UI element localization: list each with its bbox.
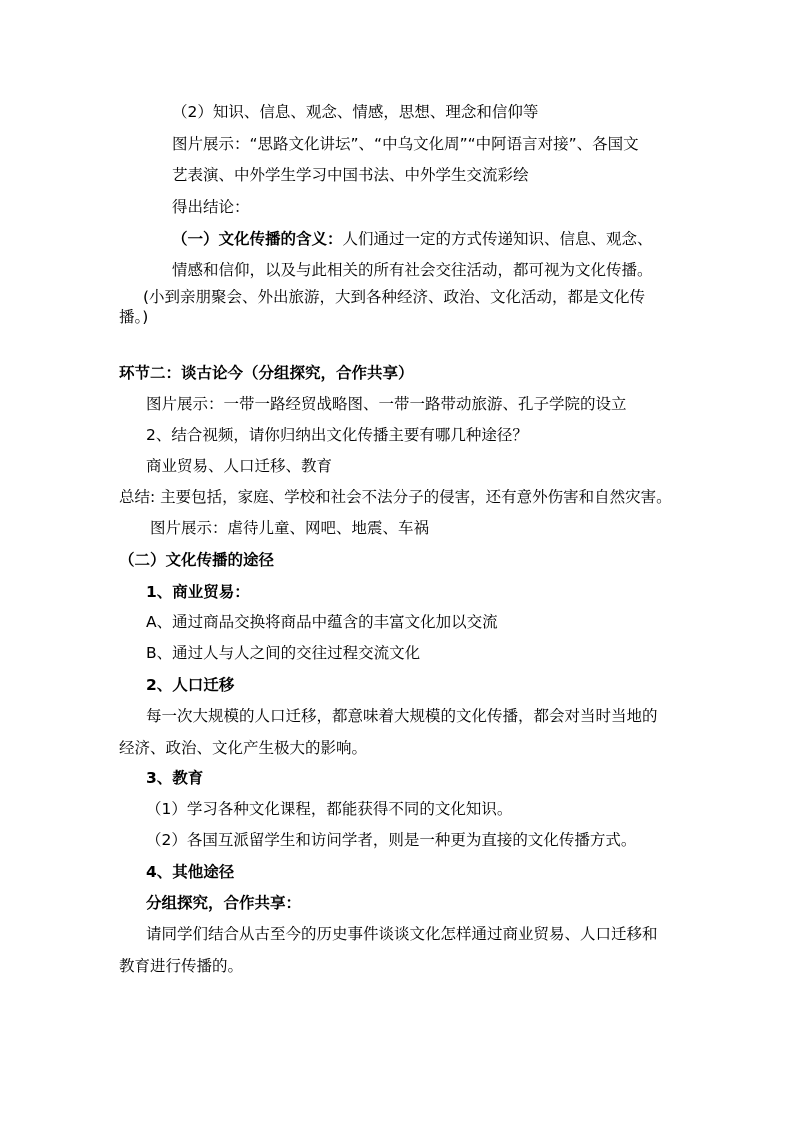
education-point-1: （1）学习各种文化课程，都能获得不同的文化知识。 [146,800,513,818]
other-ways-heading: 4、其他途径 [146,863,235,881]
education-heading: 3、教育 [146,769,204,787]
conclusion-label: 得出结论： [172,198,250,216]
picture-display-belt-road: 图片展示：一带一路经贸战略图、一带一路带动旅游、孔子学院的设立 [146,395,627,413]
migration-heading: 2、人口迁移 [146,676,235,694]
video-question: 2、结合视频，请你归纳出文化传播主要有哪几种途径？ [146,426,528,444]
knowledge-list-line: （2）知识、信息、观念、情感，思想、理念和信仰等 [172,103,539,121]
answer-ways: 商业贸易、人口迁移、教育 [146,457,333,475]
definition-heading: （一）文化传播的含义： [172,230,343,248]
ways-heading: （二）文化传播的途径 [119,551,275,569]
education-point-2: （2）各国互派留学生和访问学者，则是一种更为直接的文化传播方式。 [146,831,637,849]
migration-text-line-2: 经济、政治、文化产生极大的影响。 [119,739,368,757]
picture-display-line-2: 艺表演、中外学生学习中国书法、中外学生交流彩绘 [172,166,529,184]
picture-display-dangers: 图片展示：虐待儿童、网吧、地震、车祸 [150,519,430,537]
definition-text: 人们通过一定的方式传递知识、信息、观念、 [342,230,653,248]
example-note-line-2: 播。) [119,308,149,326]
definition-line-1 [172,228,653,250]
trade-heading: 1、商业贸易： [146,583,250,601]
group-task-line-2: 教育进行传播的。 [119,957,244,975]
summary-line: 总结: 主要包括，家庭、学校和社会不法分子的侵害，还有意外伤害和自然灾害。 [119,488,672,506]
group-task-line-1: 请同学们结合从古至今的历史事件谈谈文化怎样通过商业贸易、人口迁移和 [146,925,658,943]
example-note-line-1: (小到亲朋聚会、外出旅游，大到各种经济、政治、文化活动，都是文化传 [143,288,646,306]
picture-display-line-1: 图片展示：“思路文化讲坛”、“中乌文化周”“中阿语言对接”、各国文 [172,135,639,153]
migration-text-line-1: 每一次大规模的人口迁移，都意味着大规模的文化传播，都会对当时当地的 [146,707,658,725]
section-two-heading: 环节二：谈古论今（分组探究，合作共享） [119,364,414,382]
definition-line-2: 情感和信仰，以及与此相关的所有社会交往活动，都可视为文化传播。 [172,261,653,279]
group-inquiry-heading: 分组探究，合作共享： [146,894,302,912]
trade-point-a: A、通过商品交换将商品中蕴含的丰富文化加以交流 [146,613,498,631]
trade-point-b: B、通过人与人之间的交往过程交流文化 [146,644,421,662]
